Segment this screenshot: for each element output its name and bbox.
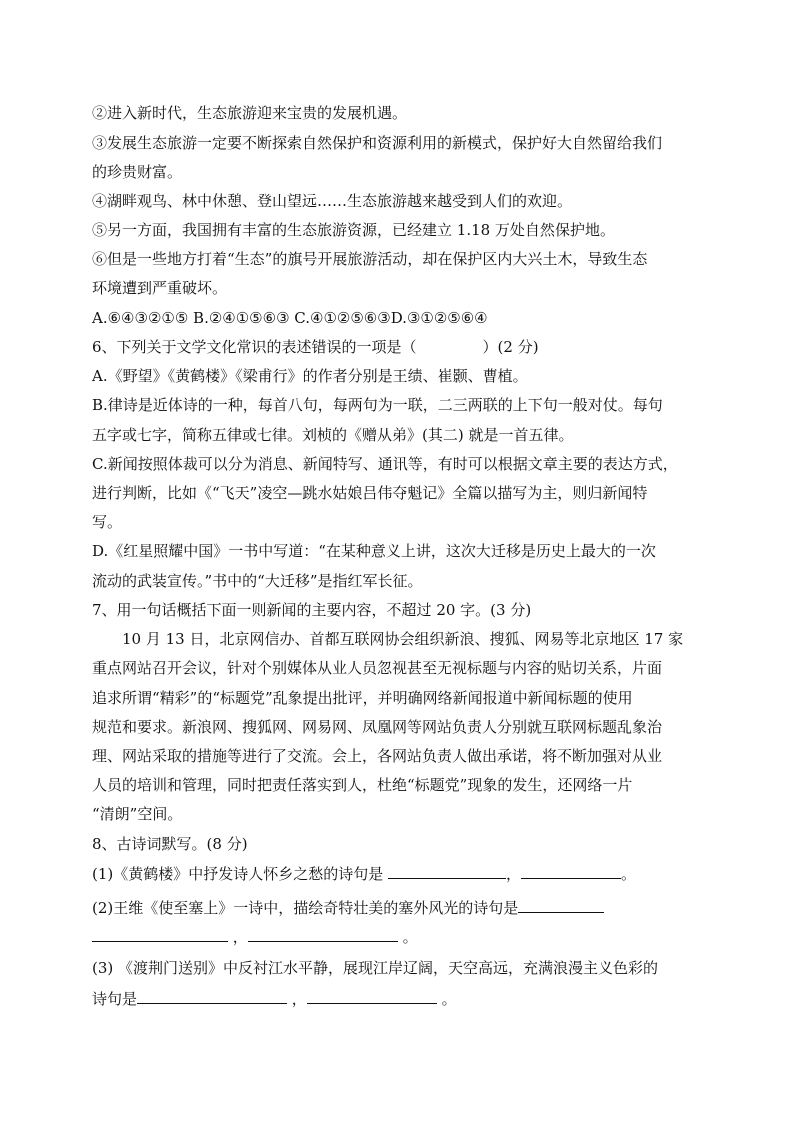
item-2-blank-1a[interactable] <box>518 897 604 913</box>
sentence-2: ②进入新时代，生态旅游迎来宝贵的发展机遇。 <box>92 104 408 122</box>
news-paragraph-line1: 10 月 13 日，北京网信办、首都互联网协会组织新浪、搜狐、网易等北京地区 17 家 <box>122 630 684 648</box>
period: 。 <box>402 928 418 946</box>
item-3-text: 诗句是 <box>92 990 138 1008</box>
comma: ， <box>506 865 522 883</box>
news-paragraph-line4: 规范和要求。新浪网、搜狐网、网易网、凤凰网等网站负责人分别就互联网标题乱象治 <box>92 718 663 736</box>
question-6-text: 6、下列关于文学文化常识的表述错误的一项是（ <box>92 338 417 356</box>
question-6-score: ）(2 分) <box>482 338 539 356</box>
item-1-blank-2[interactable] <box>521 863 621 879</box>
option-c-line1: C.新闻按照体裁可以分为消息、新闻特写、通讯等，有时可以根据文章主要的表达方式， <box>92 455 678 473</box>
news-paragraph-line2: 重点网站召开会议，针对个别媒体从业人员忽视甚至无视标题与内容的贴切关系，片面 <box>92 659 663 677</box>
news-paragraph-line7: “清朗”空间。 <box>92 805 183 823</box>
item-3-blank-2[interactable] <box>307 988 437 1004</box>
option-c-line2: 进行判断，比如《“飞天”凌空—跳水姑娘吕伟夺魁记》全篇以描写为主，则归新闻特 <box>92 484 648 502</box>
question-8-item-2 <box>92 897 712 918</box>
news-paragraph-line5: 理、网站采取的措施等进行了交流。会上，各网站负责人做出承诺，将不断加强对从业 <box>92 747 663 765</box>
option-d-line2: 流动的武装宣传。”书中的“大迁移”是指红军长征。 <box>92 572 423 590</box>
option-a: A.《野望》《黄鹤楼》《梁甫行》的作者分别是王绩、崔颢、曹植。 <box>92 367 528 385</box>
sentence-4: ④湖畔观鸟、林中休憩、登山望远……生态旅游越来越受到人们的欢迎。 <box>92 192 573 210</box>
sentence-3-line2: 的珍贵财富。 <box>92 163 183 181</box>
option-c-line3: 写。 <box>92 513 123 531</box>
question-8-item-2-continued <box>92 926 712 947</box>
sentence-6-line2: 环境遭到严重破坏。 <box>92 279 228 297</box>
item-1-text: (1)《黄鹤楼》中抒发诗人怀乡之愁的诗句是 <box>92 865 384 883</box>
item-1-blank-1[interactable] <box>388 863 506 879</box>
question-8-item-3: (3) 《渡荆门送别》中反衬江水平静，展现江岸辽阔，天空高远，充满浪漫主义色彩的 <box>92 959 659 977</box>
period: 。 <box>441 990 457 1008</box>
item-2-text: (2)王维《使至塞上》一诗中，描绘奇特壮美的塞外风光的诗句是 <box>92 899 519 917</box>
option-d-line1: D.《红星照耀中国》一书中写道：“在某种意义上讲，这次大迁移是历史上最大的一次 <box>92 542 656 560</box>
question-6-stem <box>92 337 712 357</box>
item-2-blank-2[interactable] <box>248 926 398 942</box>
question-7-stem: 7、用一句话概括下面一则新闻的主要内容，不超过 20 字。(3 分) <box>92 601 532 619</box>
period: 。 <box>621 865 637 883</box>
sentence-3-line1: ③发展生态旅游一定要不断探索自然保护和资源利用的新模式，保护好大自然留给我们 <box>92 134 663 152</box>
question-8-item-3-continued <box>92 988 712 1009</box>
news-paragraph-line3: 追求所谓“精彩”的“标题党”乱象提出批评，并明确网络新闻报道中新闻标题的使用 <box>92 689 633 707</box>
question-5-options: A.⑥④③②①⑤ B.②④①⑤⑥③ C.④①②⑤⑥③D.③①②⑤⑥④ <box>92 309 488 327</box>
question-8-stem: 8、古诗词默写。(8 分) <box>92 835 248 853</box>
sentence-5: ⑤另一方面，我国拥有丰富的生态旅游资源，已经建立 1.18 万处自然保护地。 <box>92 221 615 239</box>
option-b-line2: 五字或七字，简称五律或七律。刘桢的《赠从弟》(其二) 就是一首五律。 <box>92 426 574 444</box>
option-b-line1: B.律诗是近体诗的一种，每首八句，每两句为一联，二三两联的上下句一般对仗。每句 <box>92 396 663 414</box>
sentence-6-line1: ⑥但是一些地方打着“生态”的旗号开展旅游活动，却在保护区内大兴土木，导致生态 <box>92 250 648 268</box>
comma: ， <box>291 990 307 1008</box>
question-8-item-1 <box>92 863 712 884</box>
news-paragraph-line6: 人员的培训和管理，同时把责任落实到人，杜绝“标题党”现象的发生，还网络一片 <box>92 776 633 794</box>
comma: ， <box>232 928 248 946</box>
item-3-blank-1[interactable] <box>137 988 287 1004</box>
item-2-blank-1b[interactable] <box>92 926 228 942</box>
